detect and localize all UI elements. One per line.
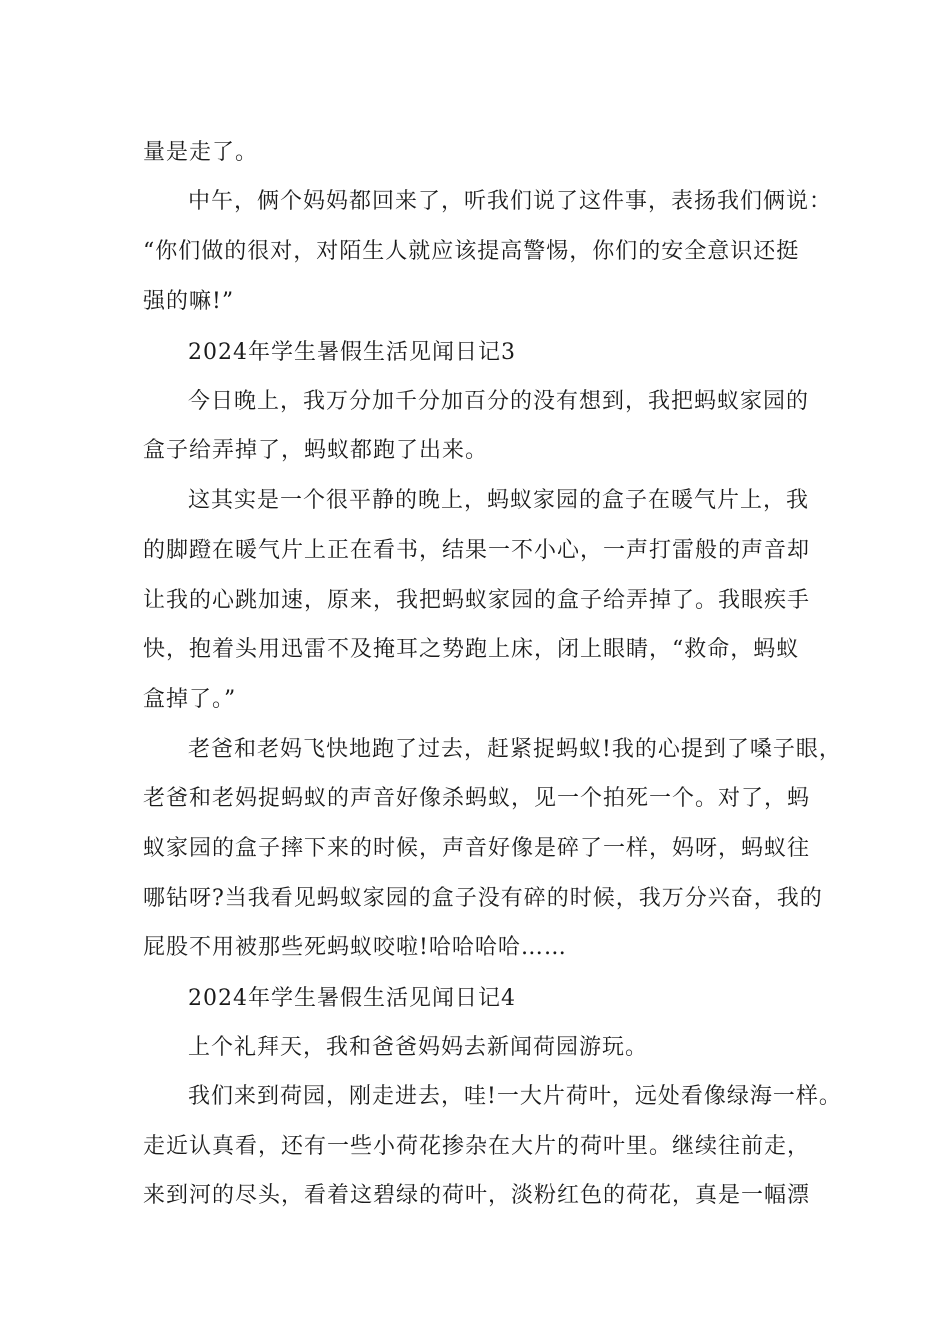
paragraph-line: 来到河的尽头，看着这碧绿的荷叶，淡粉红色的荷花，真是一幅漂 [143,1183,811,1208]
paragraph-line: 量是走了。 [143,140,259,165]
paragraph-line: 的脚蹬在暖气片上正在看书，结果一不小心，一声打雷般的声音却 [143,538,811,563]
section-heading: 2024年学生暑假生活见闻日记4 [188,986,516,1011]
paragraph-line: 盒掉了。” [143,687,237,712]
paragraph-line: 老爸和老妈捉蚂蚁的声音好像杀蚂蚁，见一个拍死一个。对了，蚂 [143,786,811,811]
paragraph-line: 这其实是一个很平静的晚上，蚂蚁家园的盒子在暖气片上，我 [188,488,810,513]
paragraph-line: 我们来到荷园，刚走进去，哇!一大片荷叶，远处看像绿海一样。 [188,1084,842,1109]
paragraph-line: 屁股不用被那些死蚂蚁咬啦!哈哈哈哈…… [143,935,567,960]
paragraph-line: 今日晚上，我万分加千分加百分的没有想到，我把蚂蚁家园的 [188,389,810,414]
paragraph-line: 让我的心跳加速，原来，我把蚂蚁家园的盒子给弄掉了。我眼疾手 [143,588,811,613]
paragraph-line: 上个礼拜天，我和爸爸妈妈去新闻荷园游玩。 [188,1035,649,1060]
paragraph-line: 强的嘛!” [143,289,235,314]
paragraph-line: 快，抱着头用迅雷不及掩耳之势跑上床，闭上眼睛，“救命，蚂蚁 [143,637,800,662]
paragraph-line: 中午，俩个妈妈都回来了，听我们说了这件事，表扬我们俩说： [188,189,833,214]
paragraph-line: 老爸和老妈飞快地跑了过去，赶紧捉蚂蚁!我的心提到了嗓子眼， [188,737,842,762]
section-heading: 2024年学生暑假生活见闻日记3 [188,340,516,365]
paragraph-line: 走近认真看，还有一些小荷花掺杂在大片的荷叶里。继续往前走， [143,1134,811,1159]
paragraph-line: 蚁家园的盒子摔下来的时候，声音好像是碎了一样，妈呀，蚂蚁往 [143,836,811,861]
paragraph-line: 哪钻呀?当我看见蚂蚁家园的盒子没有碎的时候，我万分兴奋，我的 [143,886,823,911]
paragraph-line: 盒子给弄掉了，蚂蚁都跑了出来。 [143,438,489,463]
paragraph-line: “你们做的很对，对陌生人就应该提高警惕，你们的安全意识还挺 [143,239,800,264]
